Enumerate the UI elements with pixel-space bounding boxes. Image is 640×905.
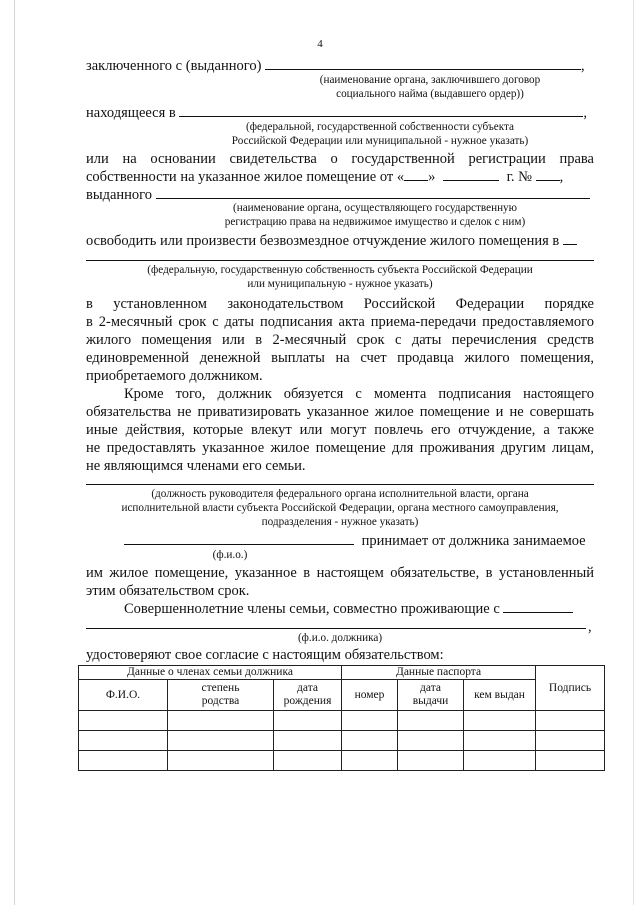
note-release-2: или муниципальную - нужное указать)	[247, 278, 433, 290]
note-release-1: (федеральную, государственную собственность субъекта Российской Федерации	[147, 264, 533, 276]
note-organ-1: (наименование органа, заключившего договор	[319, 74, 541, 86]
blank-registration-organ[interactable]	[156, 186, 590, 199]
header-signature: Подпись	[536, 666, 605, 711]
note-fio: (ф.и.о.)	[212, 549, 248, 561]
comma: ,	[588, 619, 592, 635]
para2-line1: Кроме того, должник обязуется с момента подписания настоящего	[124, 386, 594, 402]
line-located: находящееся в ,	[86, 105, 587, 121]
line-accepts	[86, 532, 594, 550]
note-organ-2: социального найма (выдавшего ордер))	[336, 88, 524, 100]
label-issued: выданного	[86, 187, 153, 203]
label-located: находящееся в	[86, 105, 176, 121]
table-row	[79, 711, 605, 731]
para1-line4: единовременной денежной выплаты на счет продавца жилого помещения,	[86, 350, 594, 366]
family-table	[78, 665, 605, 771]
para1-line5: приобретаемого должником.	[86, 368, 263, 384]
blank-debtor-fio[interactable]	[86, 628, 586, 629]
note-registration-2: регистрацию права на недвижимое имущество и сделок с ним)	[224, 216, 526, 228]
blank-head-fio[interactable]	[124, 532, 354, 545]
para3-line1: им жилое помещение, указанное в настоящем обязательстве, в установленный	[86, 565, 594, 581]
para2-line3: иные действия, которые влекут или могут повлечь его отчуждение, а также	[86, 422, 594, 438]
blank-adults[interactable]	[503, 600, 573, 613]
para2-line4: не предоставлять указанное жилое помещение для проживания другим лицам,	[86, 440, 594, 456]
line-adults	[124, 600, 594, 618]
para3-line2: этим обязательством срок.	[86, 583, 250, 599]
header-issue-date: дата выдачи	[398, 680, 464, 711]
note-head-3: подразделения - нужное указать)	[261, 516, 419, 528]
line-basis-1: или на основании свидетельства о государственной регистрации права	[86, 151, 594, 167]
page-edge-left	[14, 0, 15, 905]
blank-release-property[interactable]	[86, 260, 594, 261]
header-birth-date: дата рождения	[274, 680, 342, 711]
header-passport-data: Данные паспорта	[342, 666, 536, 680]
label-accepts: принимает от должника занимаемое	[361, 533, 586, 549]
note-registration-1: (наименование органа, осуществляющего государственную	[232, 202, 518, 214]
line-consent: удостоверяют свое согласие с настоящим обязательством:	[86, 647, 444, 663]
blank-organ[interactable]	[265, 57, 581, 70]
header-issued-by: кем выдан	[464, 680, 536, 711]
para2-line5: не являющимся членами его семьи.	[86, 458, 306, 474]
note-ownership-1: (федеральной, государственной собственности субъекта	[246, 121, 514, 133]
blank-release-start[interactable]	[563, 232, 577, 245]
para1-line3: жилого помещения или в 2-месячный срок с даты перечисления средств	[86, 332, 594, 348]
blank-month[interactable]	[443, 168, 499, 181]
label-release: освободить или произвести безвозмездное отчуждение жилого помещения в	[86, 233, 560, 249]
page-edge-right	[633, 0, 634, 905]
note-ownership-2: Российской Федерации или муниципальной - нужное указать)	[231, 135, 529, 147]
page-number: 4	[317, 38, 323, 50]
table-row	[79, 731, 605, 751]
header-kinship: степень родства	[168, 680, 274, 711]
line-release	[86, 232, 594, 250]
line-concluded: заключенного с (выданного) ,	[86, 58, 585, 74]
note-head-1: (должность руководителя федерального органа исполнительной власти, органа	[151, 488, 529, 500]
para1-line1: в установленном законодательством Российской Федерации порядке	[86, 296, 594, 312]
blank-ownership[interactable]	[179, 104, 583, 117]
header-passport-number: номер	[342, 680, 398, 711]
note-debtor-fio: (ф.и.о. должника)	[297, 632, 383, 644]
blank-head-position[interactable]	[86, 484, 594, 485]
note-head-2: исполнительной власти субъекта Российской Федерации, органа местного самоуправления,	[121, 502, 559, 514]
header-fio: Ф.И.О.	[79, 680, 168, 711]
label-concluded: заключенного с (выданного)	[86, 58, 262, 74]
para2-line2: обязательства не приватизировать указанное жилое помещение и не совершать	[86, 404, 594, 420]
blank-day[interactable]	[404, 168, 428, 181]
label-adults: Совершеннолетние члены семьи, совместно проживающие с	[124, 601, 500, 617]
header-family-data: Данные о членах семьи должника	[79, 666, 342, 680]
blank-cert-number[interactable]	[536, 168, 560, 181]
table-row	[79, 751, 605, 771]
line-basis-2: собственности на указанное жилое помещение от « » г. № ,	[86, 169, 564, 185]
para1-line2: в 2-месячный срок с даты подписания акта приема-передачи предоставляемого	[86, 314, 594, 330]
